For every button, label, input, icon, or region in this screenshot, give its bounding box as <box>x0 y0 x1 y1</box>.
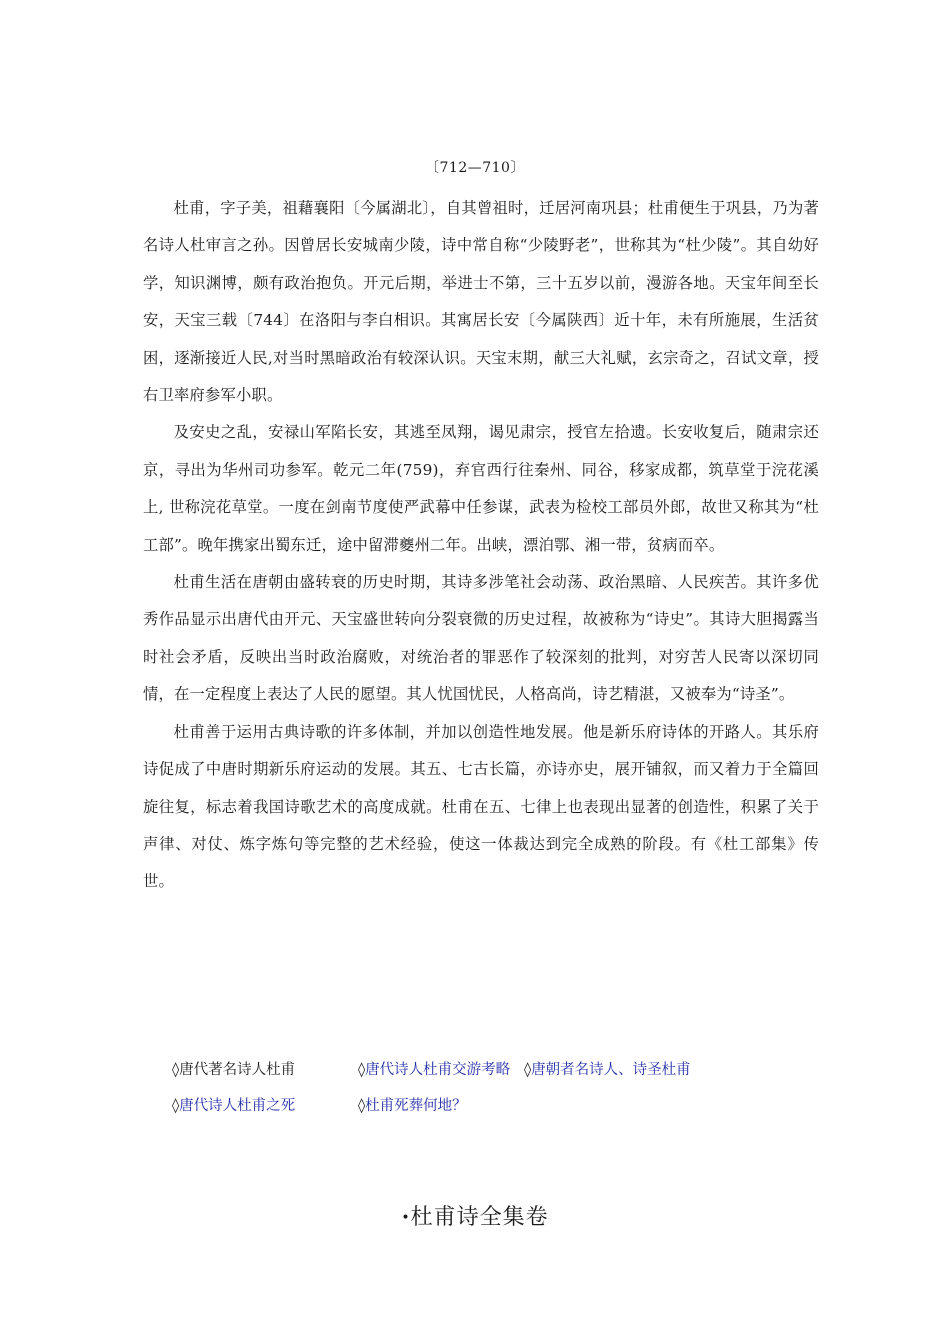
link-death-of-du-fu[interactable] <box>172 1092 295 1120</box>
diamond-bullet-icon: ◊ <box>172 1098 180 1114</box>
link-du-fu-burial-place[interactable] <box>358 1092 467 1120</box>
bullet-icon: • <box>401 1210 411 1226</box>
biography-text <box>143 190 819 901</box>
link-label: 杜甫死葬何地？ <box>365 1098 467 1114</box>
paragraph-poetic-forms: 杜甫善于运用古典诗歌的许多体制，并加以创造性地发展。他是新乐府诗体的开路人。其乐府诗促成了中唐时期新乐府运动的发展。其五、七古长篇，亦诗亦史，展开铺叙，而又着力于全篇回旋往复，标志着我国诗歌艺术的高度成就。杜甫在五、七律上也表现出显著的创造性，积累了关于声律、对仗、炼字炼句等完整的艺术经验，使这一体裁达到完全成熟的阶段。有《杜工部集》传世。 <box>143 722 819 891</box>
link-label: 唐代诗人杜甫之死 <box>179 1098 296 1114</box>
collection-title-text: 杜甫诗全集卷 <box>410 1205 549 1230</box>
link-label: 唐代诗人杜甫交游考略 <box>365 1062 511 1078</box>
paragraph-early-life: 杜甫，字子美，祖藉襄阳〔今属湖北〕，自其曾祖时，迁居河南巩县；杜甫便生于巩县，乃为著名诗人杜审言之孙。因曾居长安城南少陵，诗中常自称“少陵野老”，世称其为“杜少陵”。其自幼好学，知识渊博，颇有政治抱负。开元后期，举进士不第，三十五岁以前，漫游各地。天宝年间至长安，天宝三载〔744〕在洛阳与李白相识。其寓居长安〔今属陕西〕近十年，未有所施展，生活贫困，逐渐接近人民,对当时黑暗政治有较深认识。天宝末期，献三大礼赋，玄宗奇之，召试文章，授右卫率府参军小职。 <box>143 199 819 405</box>
diamond-bullet-icon: ◊ <box>524 1062 532 1078</box>
collection-title <box>0 1200 950 1231</box>
link-label: 唐代著名诗人杜甫 <box>179 1062 296 1078</box>
paragraph-an-shi-rebellion: 及安史之乱，安禄山军陷长安，其逃至凤翔，谒见肃宗，授官左拾遗。长安收复后，随肃宗还京，寻出为华州司功参军。乾元二年(759)，弃官西行往秦州、同谷，移家成都，筑草堂于浣花溪上, 世称浣花草堂。一度在剑南节度使严武幕中任参谋，武表为检校工部员外郎，故世又称其为“杜工部”。晚年携家出蜀东迁，途中留滞夔州二年。出峡，漂泊鄂、湘一带，贫病而卒。 <box>143 423 819 554</box>
diamond-bullet-icon: ◊ <box>358 1098 366 1114</box>
life-dates: 〔712—710〕 <box>425 160 525 176</box>
diamond-bullet-icon: ◊ <box>358 1062 366 1078</box>
link-du-fu-friendships[interactable] <box>358 1056 510 1084</box>
link-label: 唐朝者名诗人、诗圣杜甫 <box>531 1062 691 1078</box>
link-poet-sage-du-fu[interactable] <box>524 1056 691 1084</box>
related-links <box>172 1056 792 1126</box>
diamond-bullet-icon: ◊ <box>172 1062 180 1078</box>
paragraph-poetry-history: 杜甫生活在唐朝由盛转衰的历史时期，其诗多涉笔社会动荡、政治黑暗、人民疾苦。其许多优秀作品显示出唐代由开元、天宝盛世转向分裂衰微的历史过程，故被称为“诗史”。其诗大胆揭露当时社会矛盾，反映出当时政治腐败，对统治者的罪恶作了较深刻的批判，对穷苦人民寄以深切同情，在一定程度上表达了人民的愿望。其人忧国忧民，人格高尚，诗艺精湛，又被奉为“诗圣”。 <box>143 573 819 704</box>
link-famous-poet-du-fu[interactable] <box>172 1056 295 1084</box>
